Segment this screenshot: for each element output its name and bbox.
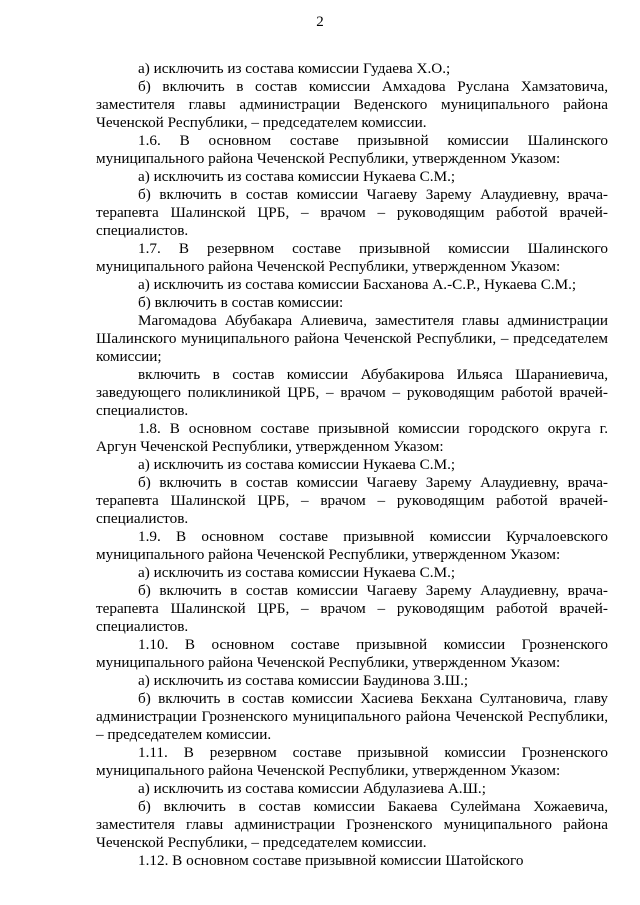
paragraph: Магомадова Абубакара Алиевича, заместителя главы администрации Шалинского муниципального района Чеченской Республики, – председателем комиссии; xyxy=(96,312,608,365)
paragraph: б) включить в состав комиссии Амхадова Руслана Хамзатовича, заместителя главы администрации Веденского муниципального района Чеченской Республики, – председателем комиссии. xyxy=(96,78,608,131)
paragraph: б) включить в состав комиссии Бакаева Сулеймана Хожаевича, заместителя главы администрации Грозненского муниципального района Чеченской Республики, – председателем комиссии. xyxy=(96,798,608,851)
paragraph: включить в состав комиссии Абубакирова Ильяса Шараниевича, заведующего поликлиникой ЦРБ, – врачом – руководящим работой врачей-специалистов. xyxy=(96,366,608,419)
document-body xyxy=(96,60,608,870)
paragraph: б) включить в состав комиссии Чагаеву Зарему Алаудиевну, врача-терапевта Шалинской ЦРБ, – врачом – руководящим работой врачей-специалистов. xyxy=(96,474,608,527)
paragraph: 1.6. В основном составе призывной комиссии Шалинского муниципального района Чеченской Республики, утвержденном Указом: xyxy=(96,132,608,167)
paragraph: б) включить в состав комиссии Хасиева Бекхана Султановича, главу администрации Грозненского муниципального района Чеченской Республики, – председателем комиссии. xyxy=(96,690,608,743)
paragraph: 1.9. В основном составе призывной комиссии Курчалоевского муниципального района Чеченской Республики, утвержденном Указом: xyxy=(96,528,608,563)
page-number: 2 xyxy=(316,14,324,30)
paragraph: 1.12. В основном составе призывной комиссии Шатойского xyxy=(138,852,524,869)
paragraph: 1.10. В основном составе призывной комиссии Грозненского муниципального района Чеченской Республики, утвержденном Указом: xyxy=(96,636,608,671)
paragraph: б) включить в состав комиссии: xyxy=(138,294,344,311)
paragraph: б) включить в состав комиссии Чагаеву Зарему Алаудиевну, врача-терапевта Шалинской ЦРБ, – врачом – руководящим работой врачей-специалистов. xyxy=(96,186,608,239)
paragraph: а) исключить из состава комиссии Нукаева С.М.; xyxy=(138,564,456,581)
paragraph: 1.8. В основном составе призывной комиссии городского округа г. Аргун Чеченской Республики, утвержденном Указом: xyxy=(96,420,608,455)
paragraph: б) включить в состав комиссии Чагаеву Зарему Алаудиевну, врача-терапевта Шалинской ЦРБ, – врачом – руководящим работой врачей-специалистов. xyxy=(96,582,608,635)
paragraph: а) исключить из состава комиссии Нукаева С.М.; xyxy=(138,456,456,473)
paragraph: а) исключить из состава комиссии Баудинова З.Ш.; xyxy=(138,672,469,689)
paragraph: а) исключить из состава комиссии Гудаева Х.О.; xyxy=(138,60,451,77)
paragraph: а) исключить из состава комиссии Басханова А.-С.Р., Нукаева С.М.; xyxy=(138,276,577,293)
paragraph: 1.7. В резервном составе призывной комиссии Шалинского муниципального района Чеченской Республики, утвержденном Указом: xyxy=(96,240,608,275)
paragraph: а) исключить из состава комиссии Нукаева С.М.; xyxy=(138,168,456,185)
paragraph: 1.11. В резервном составе призывной комиссии Грозненского муниципального района Чеченской Республики, утвержденном Указом: xyxy=(96,744,608,779)
paragraph: а) исключить из состава комиссии Абдулазиева А.Ш.; xyxy=(138,780,486,797)
